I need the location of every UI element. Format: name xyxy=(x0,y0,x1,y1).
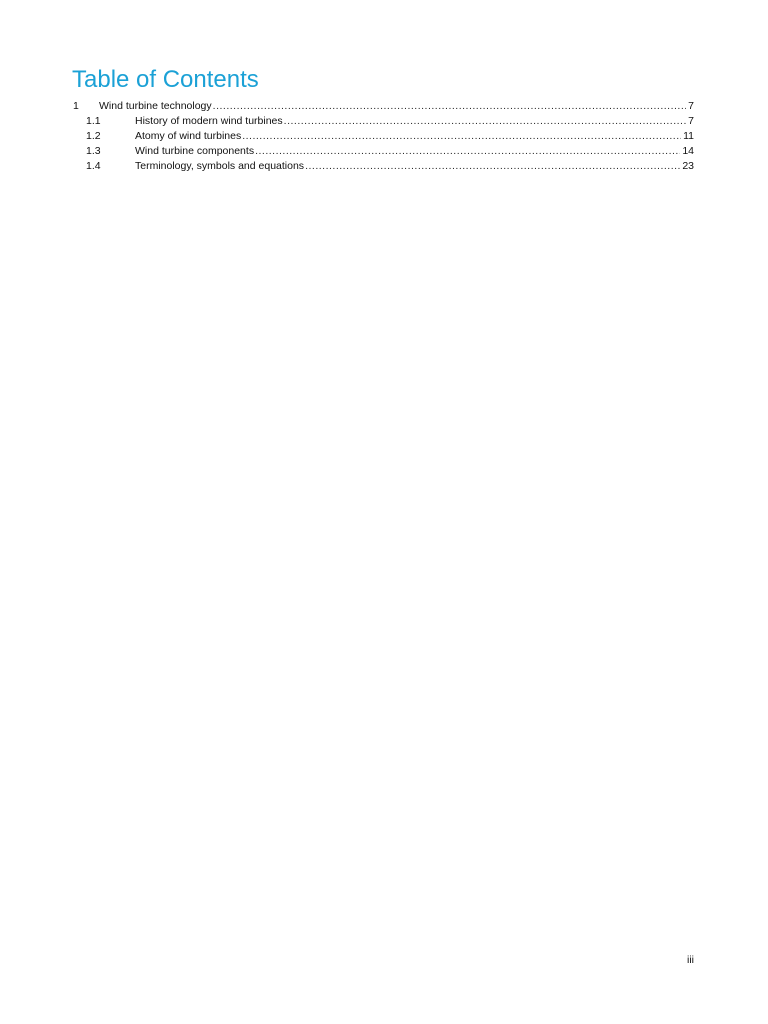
toc-entry-page[interactable]: 7 xyxy=(688,100,694,112)
toc-entry-title[interactable]: Wind turbine technology xyxy=(99,100,212,112)
toc-dot-leader xyxy=(305,159,680,174)
toc-dot-leader xyxy=(213,99,687,114)
toc-entry-number: 1.1 xyxy=(86,115,101,127)
toc-entry-title[interactable]: Terminology, symbols and equations xyxy=(135,160,305,172)
toc-entry-page[interactable]: 23 xyxy=(682,160,694,172)
toc-entry-1-2[interactable] xyxy=(72,129,694,144)
toc-entry-1-4[interactable] xyxy=(72,159,694,174)
toc-entry-title[interactable]: History of modern wind turbines xyxy=(135,115,283,127)
toc-dot-leader xyxy=(242,129,681,144)
toc-entry-title[interactable]: Atomy of wind turbines xyxy=(135,130,242,142)
toc-entry-number: 1.4 xyxy=(86,160,101,172)
toc-dot-leader xyxy=(255,144,680,159)
toc-entry-number: 1.3 xyxy=(86,145,101,157)
toc-entry-1-1[interactable] xyxy=(72,114,694,129)
toc-entry-1[interactable] xyxy=(72,99,694,114)
toc-entry-1-3[interactable] xyxy=(72,144,694,159)
toc-entry-page[interactable]: 7 xyxy=(688,115,694,127)
toc-entry-number: 1.2 xyxy=(86,130,101,142)
toc-entry-page[interactable]: 14 xyxy=(682,145,694,157)
toc-entry-title[interactable]: Wind turbine components xyxy=(135,145,255,157)
toc-entry-page[interactable]: 11 xyxy=(683,130,694,142)
page-number: iii xyxy=(687,954,694,966)
toc-entry-number: 1 xyxy=(73,100,79,112)
toc-title: Table of Contents xyxy=(72,66,259,93)
toc-dot-leader xyxy=(284,114,687,129)
toc-list xyxy=(72,99,694,174)
